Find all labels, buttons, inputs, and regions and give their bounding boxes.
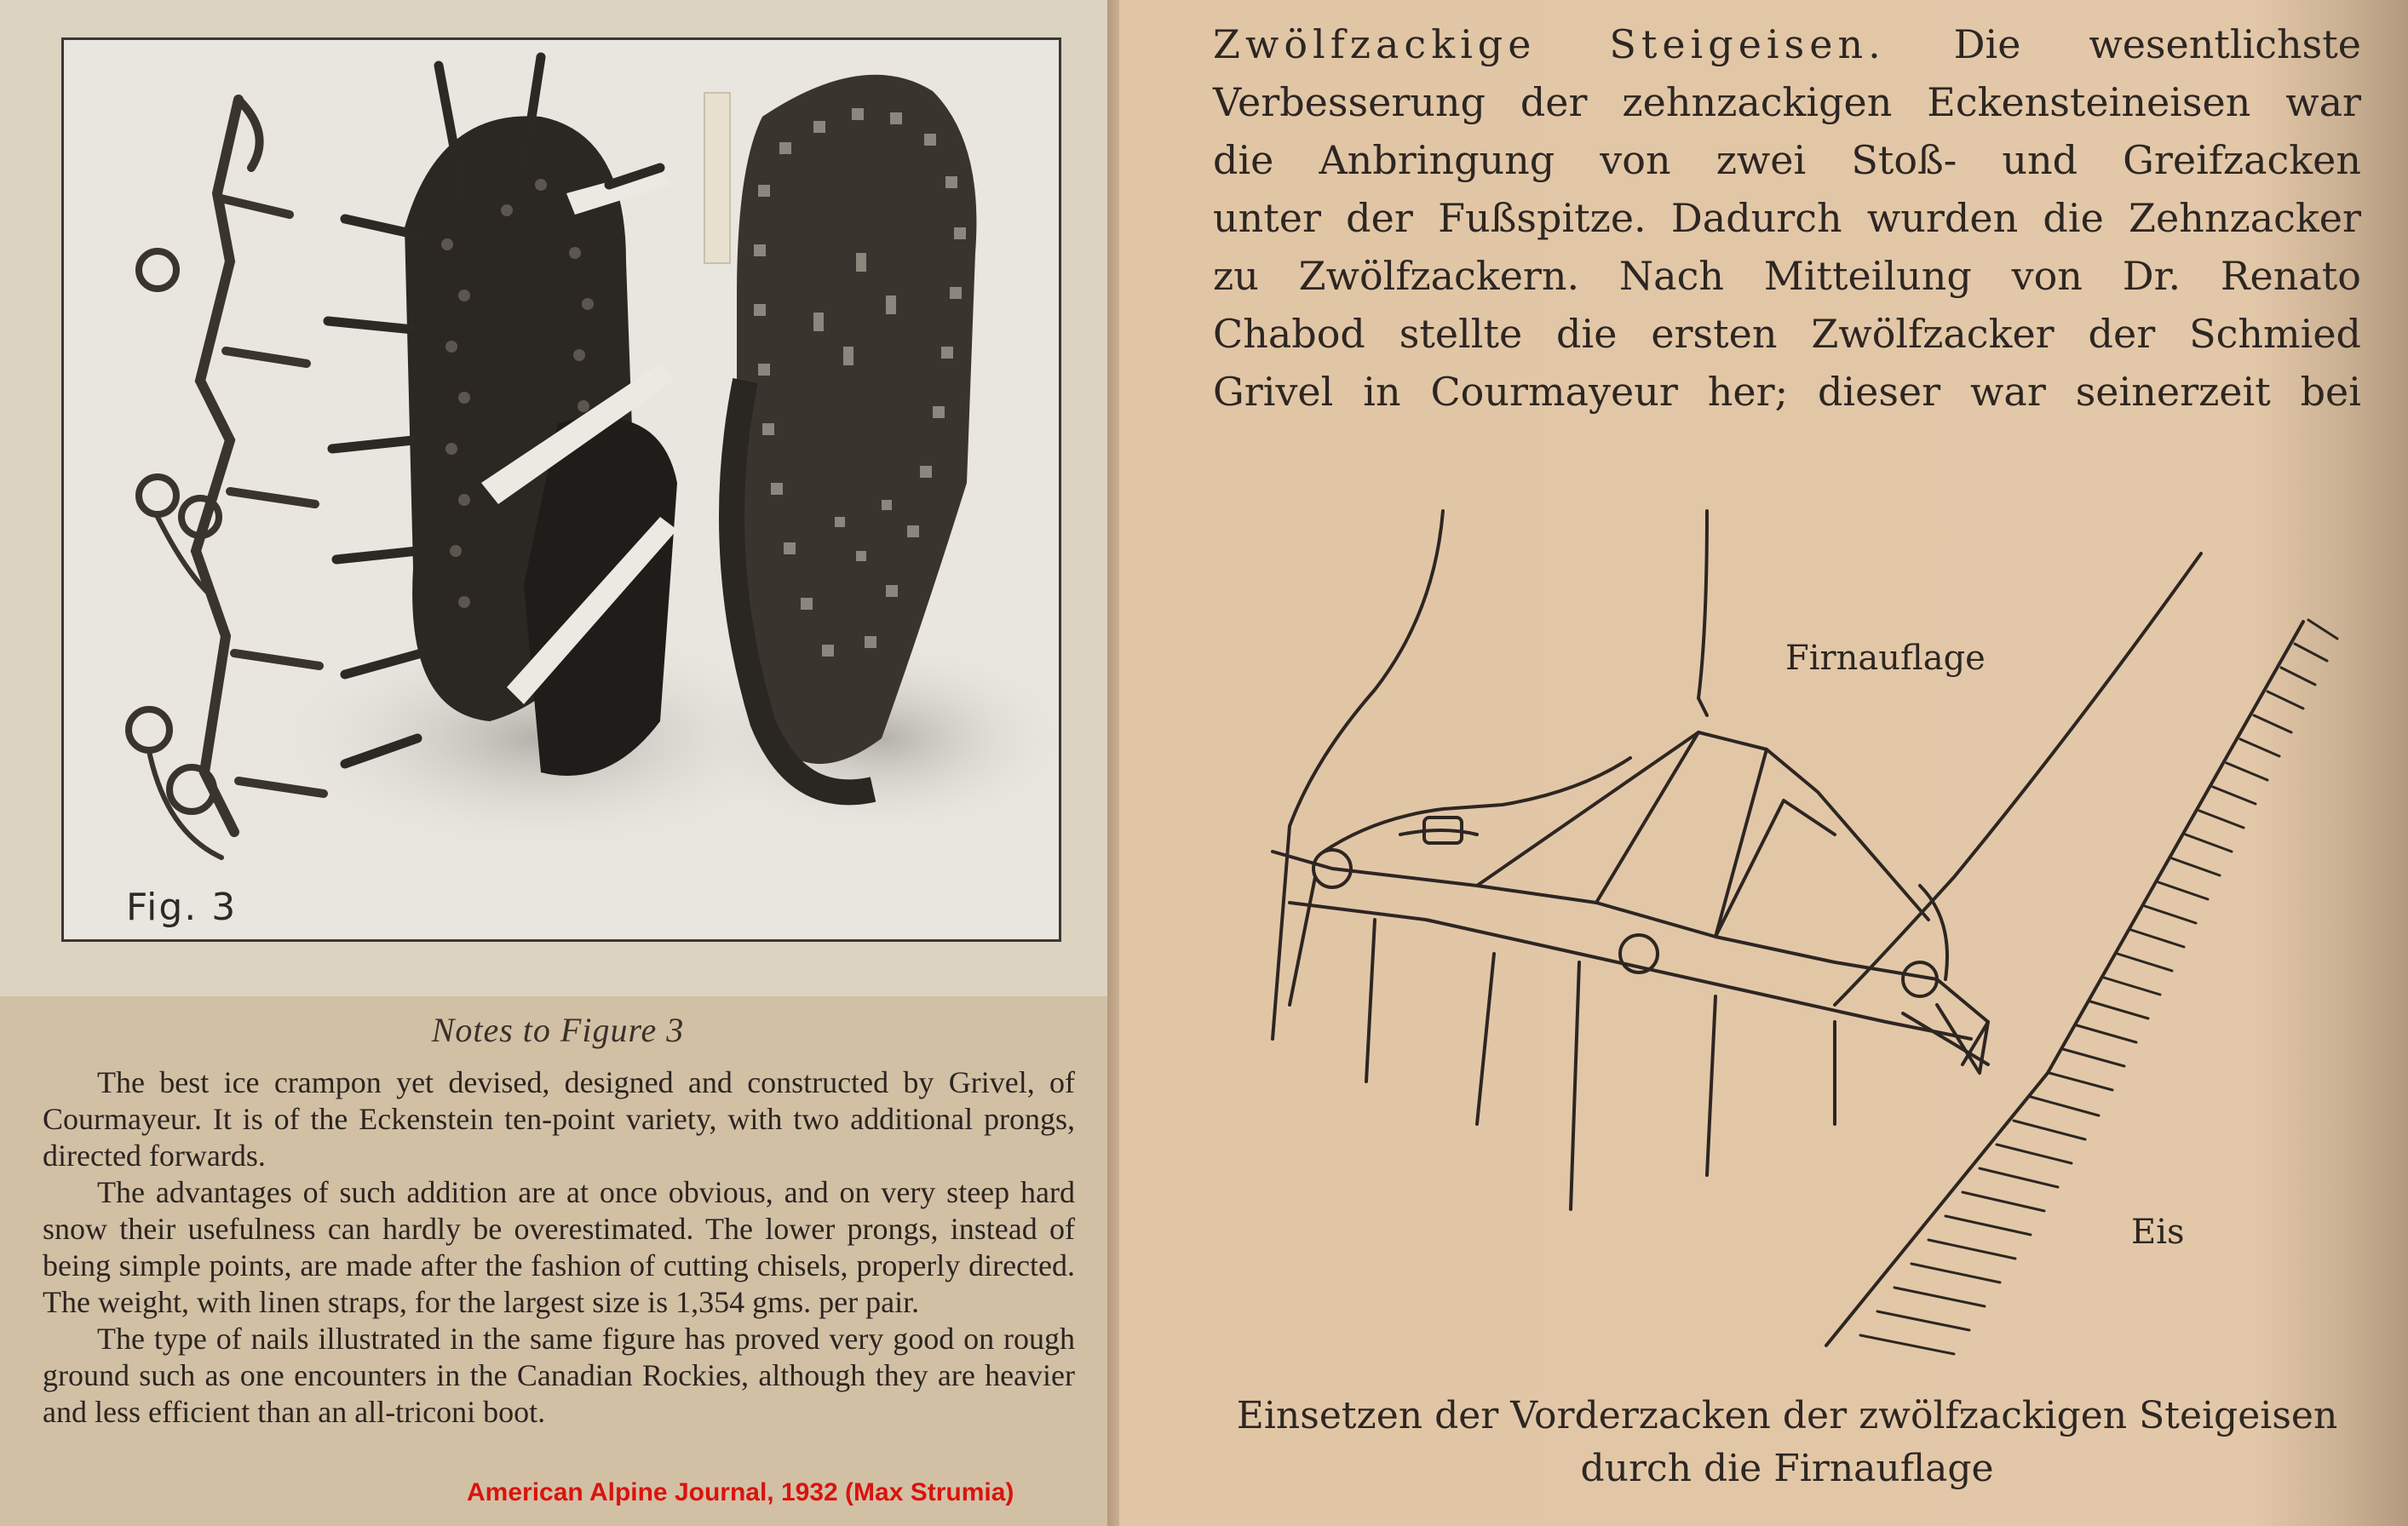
german-line-2: Verbesserung der zehnzackigen Eckensteineisen war [1213, 79, 2361, 125]
figure-label: Fig. 3 [126, 886, 238, 929]
german-heading: Zwölfzackige Steigeisen. [1213, 21, 1886, 67]
german-line-5: zu Zwölfzackern. Nach Mitteilung von Dr. Renato [1213, 253, 2361, 299]
drawing-caption [1213, 1390, 2361, 1495]
source-credit: American Alpine Journal, 1932 (Max Strumia) [467, 1478, 1014, 1506]
german-line-7: Grivel in Courmayeur her; dieser war seinerzeit bei [1213, 369, 2361, 415]
notes-body [43, 1064, 1075, 1431]
label-firnauflage: Firnauflage [1785, 639, 1986, 678]
notes-paragraph-3: The type of nails illustrated in the same figure has proved very good on rough ground such as one encounters in the Canadian Rockies, although they are heavier and less efficient than an all-triconi boot. [43, 1322, 1075, 1429]
german-line-4: unter der Fußspitze. Dadurch wurden die Zehnzacker [1213, 195, 2361, 241]
crampon-boots-illustration [64, 40, 1059, 939]
notes-paragraph-1: The best ice crampon yet devised, designed and constructed by Grivel, of Courmayeur. It is of the Eckenstein ten-point variety, with two additional prongs, directed forwards. [43, 1065, 1075, 1173]
german-line-1-rest: Die wesentlichste [1953, 21, 2361, 67]
boot-with-crampon [328, 57, 677, 776]
scale-ruler [704, 93, 730, 263]
german-line-6: Chabod stellte die ersten Zwölfzacker der Schmied [1213, 311, 2361, 357]
notes-paragraph-2: The advantages of such addition are at once obvious, and on very steep hard snow their usefulness can hardly be overestimated. The lower prongs, instead of being simple points, are made after the fashion of cutting chisels, properly directed. The weight, with linen straps, for the largest size is 1,354 gms. per pair. [43, 1175, 1075, 1319]
caption-line-1: Einsetzen der Vorderzacken der zwölfzackigen Steigeisen [1236, 1394, 2338, 1437]
label-eis: Eis [2131, 1213, 2185, 1252]
crampon-line-drawing [1119, 477, 2408, 1380]
german-body-text [1213, 15, 2361, 421]
caption-line-2: durch die Firnauflage [1580, 1447, 1994, 1490]
german-line-3: die Anbringung von zwei Stoß- und Greifzacken [1213, 137, 2361, 183]
crampon-photograph [61, 37, 1061, 942]
german-line-1 [1213, 15, 2361, 73]
notes-title: Notes to Figure 3 [431, 1011, 685, 1049]
